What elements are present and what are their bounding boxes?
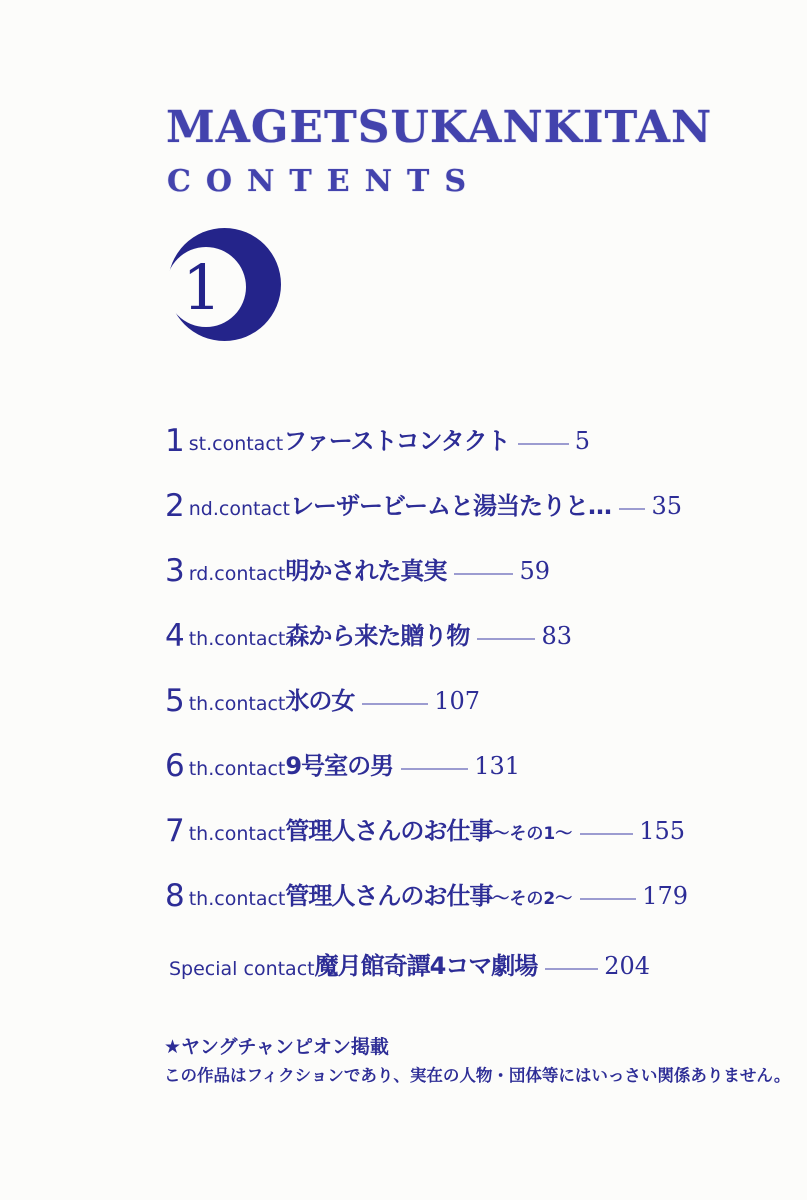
entry-number-block [165, 682, 286, 719]
entry-title: 管理人さんのお仕事 [285, 817, 493, 845]
entry-title: 管理人さんのお仕事 [285, 882, 493, 910]
entry-ordinal-label: Special contact [169, 957, 315, 980]
entry-title-suffix: ～その2～ [492, 888, 573, 909]
entry-ordinal-label: th.contact [188, 627, 286, 650]
entry-number-block [165, 617, 286, 654]
entry-number: 4 [165, 617, 185, 654]
toc-entry [165, 745, 520, 787]
entry-page-number: 35 [651, 492, 682, 520]
entry-ordinal-label: th.contact [188, 757, 286, 780]
magazine-credit: ★ヤングチャンピオン掲載 [164, 1036, 389, 1058]
entry-page-number: 5 [574, 427, 590, 455]
entry-page-number: 131 [474, 752, 520, 780]
toc-entry [165, 420, 590, 462]
leader-line [454, 573, 513, 575]
entry-page-number: 107 [434, 687, 480, 715]
entry-number: 5 [165, 682, 185, 719]
entry-page-number: 155 [639, 817, 685, 845]
volume-crescent-moon-logo [168, 228, 281, 341]
entry-page-number: 179 [642, 882, 688, 910]
leader-line [518, 443, 569, 445]
entry-number: 3 [165, 552, 185, 589]
entry-title: 9号室の男 [285, 752, 394, 780]
leader-line [477, 638, 535, 640]
toc-entry [165, 615, 572, 657]
entry-number: 2 [165, 487, 185, 524]
entry-ordinal-label: th.contact [188, 887, 286, 910]
leader-line [545, 968, 598, 970]
leader-line [362, 703, 428, 705]
entry-title-suffix: ～その1～ [492, 823, 573, 844]
toc-entry [165, 810, 685, 852]
entry-title: 明かされた真実 [285, 557, 447, 585]
leader-line [619, 508, 645, 510]
entry-ordinal-label: th.contact [188, 692, 286, 715]
entry-number-block [165, 552, 286, 589]
entry-number-block [165, 747, 286, 784]
entry-number: 8 [165, 877, 185, 914]
moon-crescent-cutout [166, 247, 246, 327]
entry-ordinal-label: st.contact [188, 432, 284, 455]
leader-line [580, 833, 633, 835]
toc-entry [165, 875, 688, 917]
contents-heading: CONTENTS [167, 164, 482, 199]
entry-number-block [165, 877, 286, 914]
entry-page-number: 59 [519, 557, 550, 585]
entry-number-block [165, 422, 284, 459]
entry-ordinal-label: th.contact [188, 822, 286, 845]
entry-ordinal-label: rd.contact [188, 562, 286, 585]
entry-page-number: 204 [604, 952, 650, 980]
entry-number-block [165, 957, 315, 980]
leader-line [580, 898, 636, 900]
entry-page-number: 83 [541, 622, 572, 650]
toc-entry [165, 680, 480, 722]
volume-number: 1 [182, 251, 222, 324]
fiction-disclaimer: この作品はフィクションであり、実在の人物・団体等にはいっさい関係ありません。 [164, 1066, 791, 1085]
entry-number-block [165, 487, 290, 524]
entry-ordinal-label: nd.contact [188, 497, 290, 520]
book-title: MAGETSUKANKITAN [166, 102, 713, 153]
entry-number-block [165, 812, 286, 849]
entry-title: 氷の女 [285, 687, 355, 715]
entry-number: 6 [165, 747, 185, 784]
entry-title: 森から来た贈り物 [285, 622, 470, 650]
entry-number: 7 [165, 812, 185, 849]
entry-title: ファーストコンタクト [283, 427, 510, 455]
toc-entry [165, 945, 650, 987]
entry-number: 1 [165, 422, 185, 459]
entry-title: レーザービームと湯当たりと… [289, 492, 612, 520]
leader-line [401, 768, 468, 770]
toc-entry [165, 485, 682, 527]
toc-entry [165, 550, 550, 592]
entry-title: 魔月館奇譚4コマ劇場 [314, 952, 538, 980]
